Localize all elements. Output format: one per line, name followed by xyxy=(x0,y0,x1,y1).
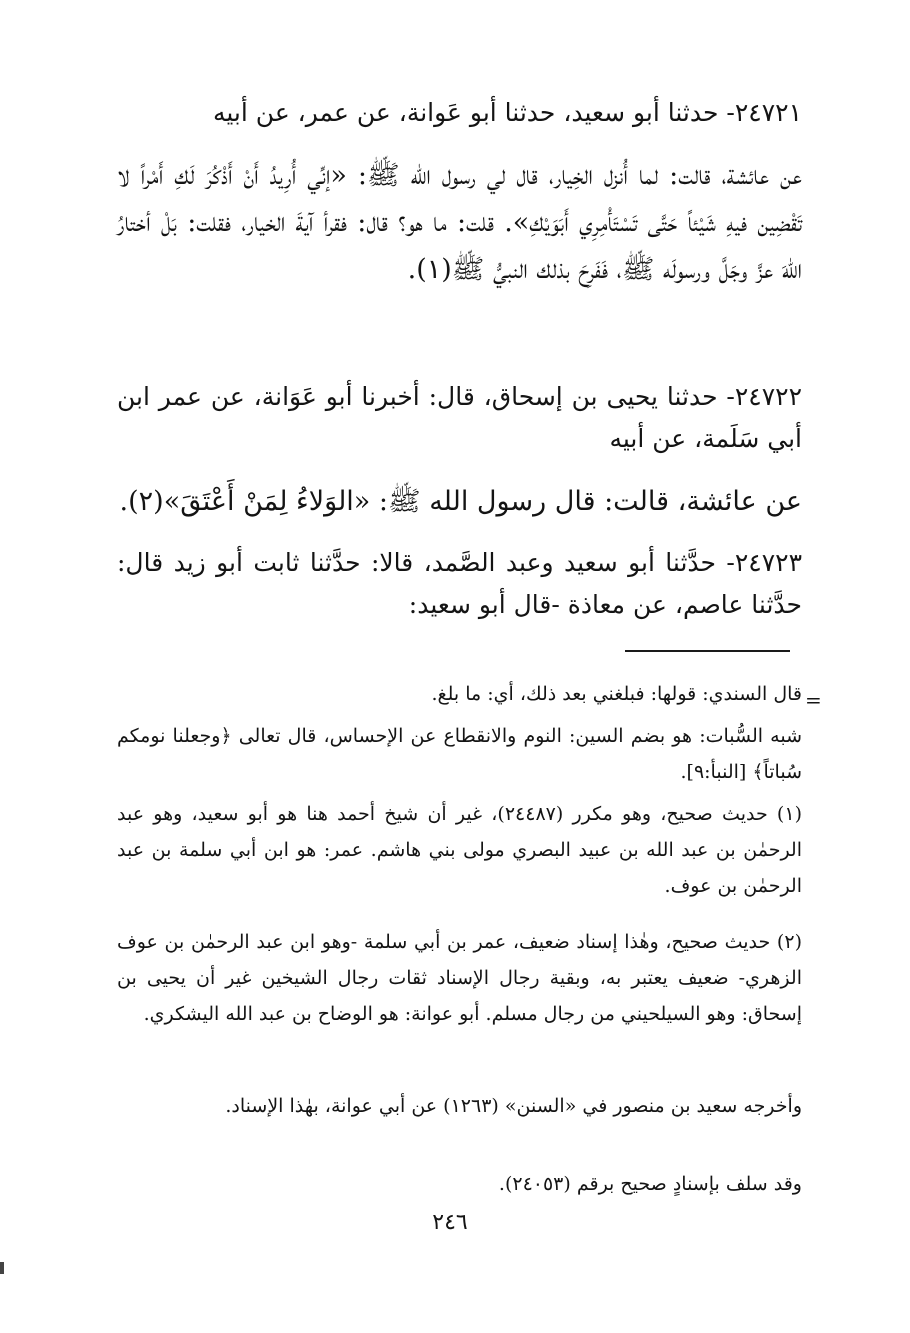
scan-edge-mark xyxy=(0,1262,4,1274)
footnote-2-takhrij: وأخرجه سعيد بن منصور في «السنن» (١٢٦٣) عن أبي عوانة، بهٰذا الإسناد. xyxy=(225,1095,802,1117)
footnote-carry-1: قال السندي: قولها: فبلغني بعد ذلك، أي: ما بلغ. xyxy=(431,683,802,705)
footnote-1: (١) حديث صحيح، وهو مكرر (٢٤٤٨٧)، غير أن شيخ أحمد هنا هو أبو سعيد، وهو عبد الرحمٰن بن عبد الله بن عبيد البصري مولى بني هاشم. عمر: هو ابن أبي سلمة بن عبد الرحمٰن بن عوف. xyxy=(117,803,802,897)
footnote-2-cross-reference: وقد سلف بإسنادٍ صحيح برقم (٢٤٠٥٣). xyxy=(498,1173,802,1195)
hadith-24722-isnad: ٢٤٧٢٢- حدثنا يحيى بن إسحاق، قال: أخبرنا أبو عَوَانة، عن عمر ابن أبي سَلَمة، عن أبيه xyxy=(117,382,802,453)
footnote-continuation-mark: = xyxy=(805,688,822,712)
footnote-carry-2: شبه السُّبات: هو بضم السين: النوم والانقطاع عن الإحساس، قال تعالى ﴿وجعلنا نومكم سُباتاً﴾ [النبأ:٩]. xyxy=(117,725,802,783)
hadith-24721-matn: عن عائشة، قالت: لما أُنزل الخِيار، قال لي رسول الله ﷺ: «إنِّي أُرِيدُ أَنْ أَذْكُرَ لَكِ أَمْراً لا تَقْضِين فيهِ شَيْئاً حَتَّى تَسْتَأْمِرِي أَبَوَيْكِ». قلت: ما هو؟ قال: فقرأ آيةَ الخيار، فقلت: بَلْ أختارُ اللهَ عزَّ وجَلَّ ورسولَه ﷺ، فَفَرِحَ بذلك النبيُّ ﷺ(١). xyxy=(117,160,802,285)
hadith-24722-matn: عن عائشة، قالت: قال رسول الله ﷺ: «الوَلاءُ لِمَنْ أَعْتَقَ»(٢). xyxy=(119,486,802,517)
page-number: ٢٤٦ xyxy=(432,1210,468,1235)
hadith-24721-isnad: ٢٤٧٢١- حدثنا أبو سعيد، حدثنا أبو عَوانة، عن عمر، عن أبيه xyxy=(212,98,802,127)
footnote-separator xyxy=(625,650,790,652)
hadith-24723-isnad: ٢٤٧٢٣- حدَّثنا أبو سعيد وعبد الصَّمد، قالا: حدَّثنا ثابت أبو زيد قال: حدَّثنا عاصم، عن معاذة -قال أبو سعيد: xyxy=(117,548,802,619)
footnote-2: (٢) حديث صحيح، وهٰذا إسناد ضعيف، عمر بن أبي سلمة -وهو ابن عبد الرحمٰن بن عوف الزهري- ضعيف يعتبر به، وبقية رجال الإسناد ثقات رجال الشيخين غير أن يحيى بن إسحاق: وهو السيلحيني من رجال مسلم. أبو عوانة: هو الوضاح بن عبد الله اليشكري. xyxy=(117,931,802,1025)
